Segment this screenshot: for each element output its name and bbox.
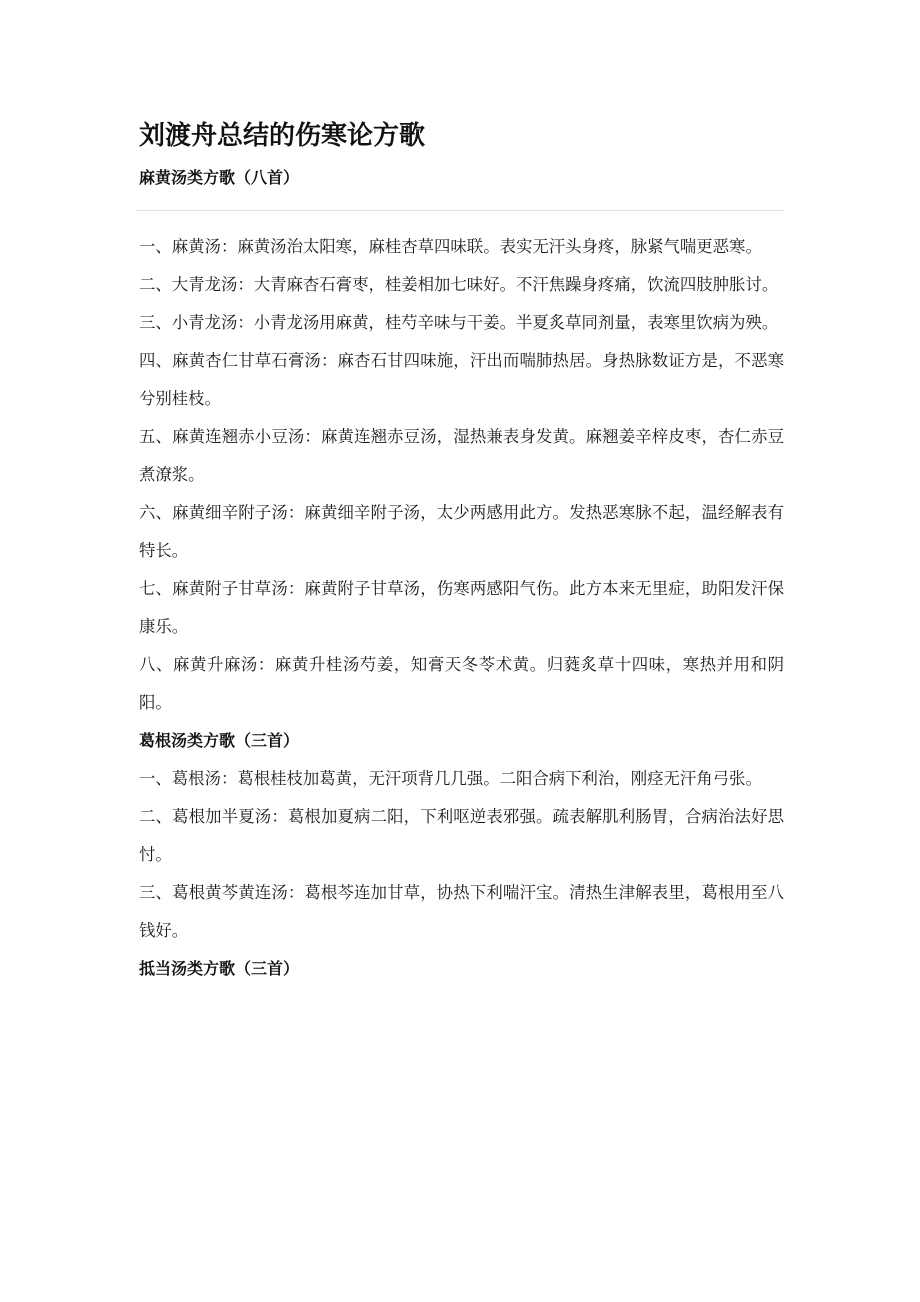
divider: [136, 210, 784, 211]
section-heading-didang: 抵当汤类方歌（三首）: [139, 959, 300, 978]
entry-gegen-tang: 一、葛根汤：葛根桂枝加葛黄，无汗项背几几强。二阳合病下利治，刚痉无汗角弓张。: [139, 769, 762, 788]
entry-mahuang-tang: 一、麻黄汤：麻黄汤治太阳寒，麻桂杏草四味联。表实无汗头身疼，脉紧气喘更恶寒。: [139, 237, 762, 256]
document-title: 刘渡舟总结的伤寒论方歌: [139, 121, 426, 151]
entry-xiao-qinglong-tang: 三、小青龙汤：小青龙汤用麻黄，桂芍辛味与干姜。半夏炙草同剂量，表寒里饮病为殃。: [139, 313, 779, 332]
entry-maxing-shigan-tang: 四、麻黄杏仁甘草石膏汤：麻杏石甘四味施，汗出而喘肺热居。身热脉数证方是，不恶寒兮别桂枝。: [139, 351, 784, 408]
entry-mahuang-fuzi-gancao-tang: 七、麻黄附子甘草汤：麻黄附子甘草汤，伤寒两感阳气伤。此方本来无里症，助阳发汗保康乐。: [139, 579, 784, 636]
section-heading-gegen: 葛根汤类方歌（三首）: [139, 731, 300, 750]
entry-gegen-qinlian-tang: 三、葛根黄芩黄连汤：葛根芩连加甘草，协热下利喘汗宝。清热生津解表里，葛根用至八钱好。: [139, 883, 784, 940]
entry-gegen-banxia-tang: 二、葛根加半夏汤：葛根加夏病二阳，下利呕逆表邪强。疏表解肌利肠胃，合病治法好思忖。: [139, 807, 784, 864]
entry-mahuang-shengma-tang: 八、麻黄升麻汤：麻黄升桂汤芍姜，知膏天冬苓术黄。归蕤炙草十四味，寒热并用和阴阳。: [139, 655, 784, 712]
document-body: [139, 228, 784, 988]
entry-mahuang-xixin-fuzi-tang: 六、麻黄细辛附子汤：麻黄细辛附子汤，太少两感用此方。发热恶寒脉不起，温经解表有特长。: [139, 503, 784, 560]
entry-mahuang-lianqiao-tang: 五、麻黄连翘赤小豆汤：麻黄连翘赤豆汤，湿热兼表身发黄。麻翘姜辛梓皮枣，杏仁赤豆煮潦浆。: [139, 427, 784, 484]
section-heading-mahuang: 麻黄汤类方歌（八首）: [139, 168, 300, 187]
entry-da-qinglong-tang: 二、大青龙汤：大青麻杏石膏枣，桂姜相加七味好。不汗焦躁身疼痛，饮流四肢肿胀讨。: [139, 275, 779, 294]
